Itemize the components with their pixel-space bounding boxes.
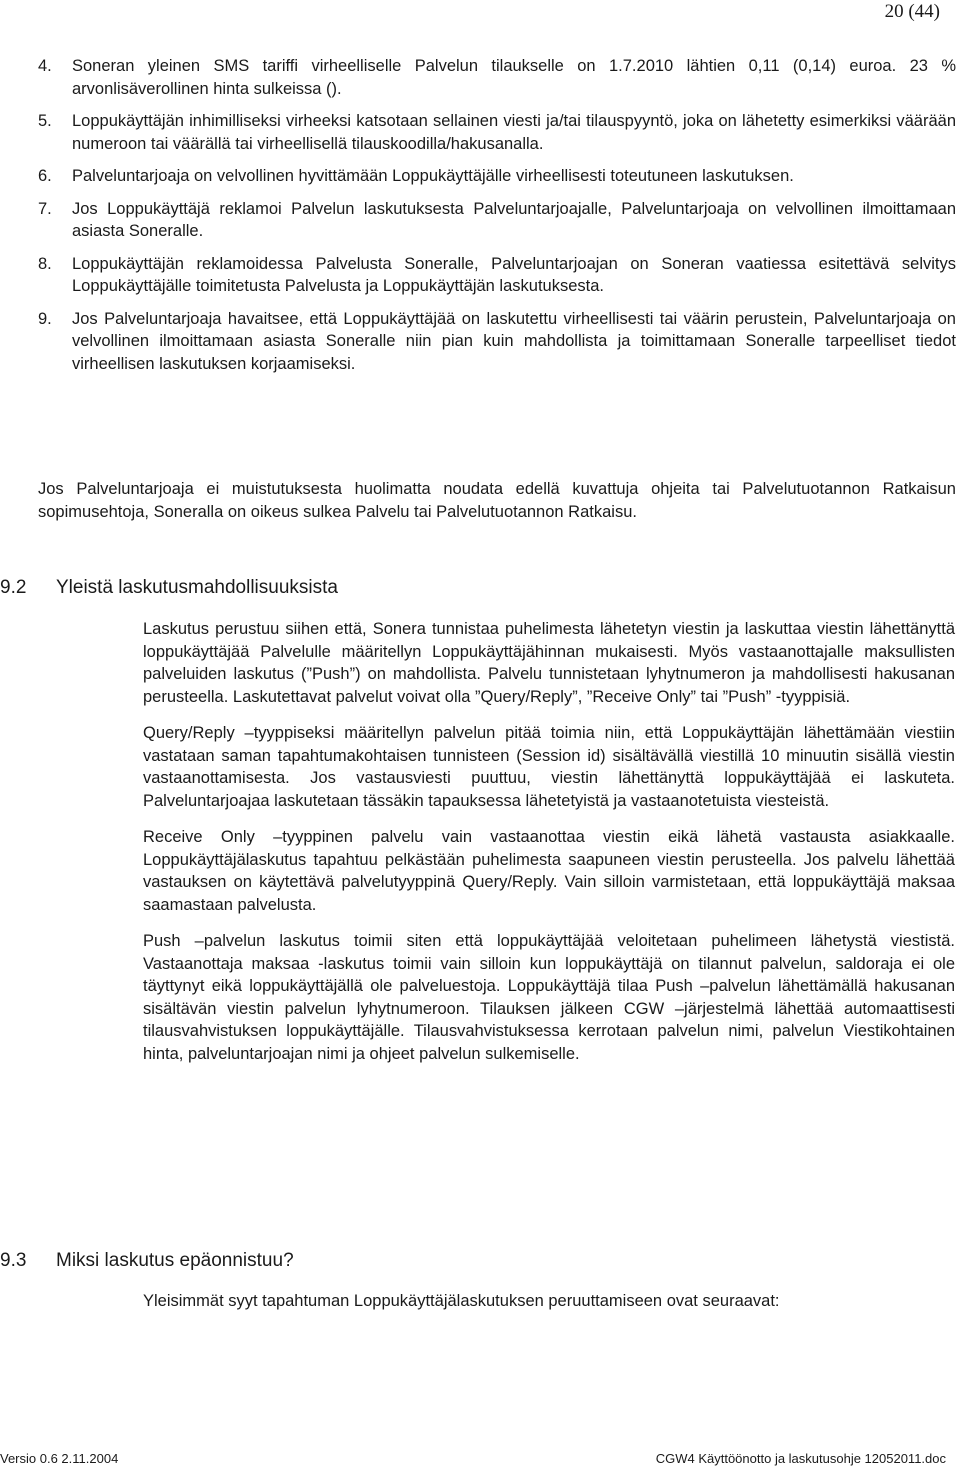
body-paragraph: Receive Only –tyyppinen palvelu vain vastaanottaa viestin eikä lähetä vastausta asiakkaalle. Loppukäyttäjälaskutus tapahtuu pelkästään puhelimesta saapuneen viestin perusteella. Jos palvelu lähettää vastauksen on käytettävä palvelutyyppinä Query/Reply. Vain silloin varmistetaan, että loppukäyttäjä maksaa saamastaan palvelusta. — [143, 828, 955, 914]
section-title: Yleistä laskutusmahdollisuuksista — [56, 577, 338, 598]
section-title: Miksi laskutus epäonnistuu? — [56, 1250, 294, 1271]
list-item-number: 6. — [38, 167, 52, 185]
footer-version: Versio 0.6 2.11.2004 — [0, 1451, 119, 1466]
list-item-text: Jos Palveluntarjoaja havaitsee, että Loppukäyttäjää on laskutettu virheellisesti tai väärin perustein, Palveluntarjoaja on velvollinen ilmoittamaan asiasta Soneralle niin pian kuin mahdollista ja toimittamaan Soneralle tarpeelliset tiedot virheellisen laskutuksen korjaamiseksi. — [72, 309, 956, 373]
list-item — [38, 198, 956, 243]
list-item — [38, 55, 956, 100]
list-item-number: 8. — [38, 254, 52, 273]
list-item — [38, 165, 956, 188]
numbered-list — [38, 55, 956, 385]
list-item — [38, 253, 956, 298]
body-paragraph: Push –palvelun laskutus toimii siten että loppukäyttäjää veloitetaan puhelimeen lähetystä viestistä. Vastaanottaja maksaa -laskutus toimii vain silloin kun loppukäyttäjä on tilannut palvelun, saldoraja ei ole täyttynyt eikä loppukäyttäjällä ole palveluestoja. Loppukäyttäjä tilaa Push –palvelun lähettämällä hakusanan sisältävän viestin palvelun lyhytnumeroon. Tilauksen jälkeen CGW –järjestelmä lähettää automaattisesti tilausvahvistuksen loppukäyttäjälle. Tilausvahvistuksessa kerrotaan palvelun nimi, palvelun Viestikohtainen hinta, palveluntarjoajan nimi ja ohjeet palvelun sulkemiselle. — [143, 932, 955, 1063]
list-item-text: Palveluntarjoaja on velvollinen hyvittämään Loppukäyttäjälle virheellisesti toteutuneen laskutuksen. — [72, 167, 794, 185]
list-item-number: 4. — [38, 57, 52, 75]
footer-document-name: CGW4 Käyttöönotto ja laskutusohje 12052011.doc — [655, 1451, 946, 1466]
section-heading-9-2 — [0, 577, 338, 600]
section-heading-9-3 — [0, 1250, 294, 1273]
list-item-text: Loppukäyttäjän reklamoidessa Palvelusta Soneralle, Palveluntarjoajan on Soneran vaatiessa esitettävä selvitys Loppukäyttäjälle toimitetusta Palvelusta ja Loppukäyttäjän laskutuksesta. — [72, 254, 956, 295]
list-item — [38, 308, 956, 376]
list-item-text: Soneran yleinen SMS tariffi virheelliselle Palvelun tilaukselle on 1.7.2010 lähtien 0,11 (0,14) euroa. 23 % arvonlisäverollinen hinta sulkeissa (). — [72, 57, 956, 98]
list-item-number: 9. — [38, 309, 52, 328]
list-item-text: Jos Loppukäyttäjä reklamoi Palvelun laskutuksesta Palveluntarjoajalle, Palveluntarjoaja on velvollinen ilmoittamaan asiasta Soneralle. — [72, 199, 956, 240]
body-paragraph: Query/Reply –tyyppiseksi määritellyn palvelun pitää toimia niin, että Loppukäyttäjän lähettämään viestiin vastataan saman tapahtumakohtaisen tunnisteen (Session id) sisältävällä viestillä 10 minuutin sisällä viestin vastaanottamisesta. Jos vastausviesti puuttuu, viestin lähettänyttä loppukäyttäjää ei laskuteta. Palveluntarjoajaa laskutetaan tässäkin tapauksessa lähetetyistä ja vastaanotetuista viesteistä. — [143, 724, 955, 810]
list-item-text: Loppukäyttäjän inhimilliseksi virheeksi katsotaan sellainen viesti ja/tai tilauspyyntö, joka on lähetetty esimerkiksi väärään numeroon tai väärällä tai virheellisellä tilauskoodilla/hakusanalla. — [72, 112, 956, 153]
section-9-2-body — [143, 618, 955, 1079]
closing-paragraph: Jos Palveluntarjoaja ei muistutuksesta huolimatta noudata edellä kuvattuja ohjeita tai Palvelutuotannon Ratkaisun sopimusehtoja, Soneralla on oikeus sulkea Palvelu tai Palvelutuotannon Ratkaisu. — [38, 480, 956, 521]
list-item-number: 5. — [38, 112, 52, 130]
body-paragraph: Yleisimmät syyt tapahtuman Loppukäyttäjälaskutuksen peruuttamiseen ovat seuraavat: — [143, 1292, 780, 1310]
body-paragraph: Laskutus perustuu siihen että, Sonera tunnistaa puhelimesta lähetetyn viestin ja laskuttaa viestin lähettänyttä loppukäyttäjää Palvelulle määritellyn Loppukäyttäjähinnan mukaisesti. Myös vastaanottajalle maksullisten palveluiden laskutus (”Push”) on mahdollista. Palvelu tunnistetaan lyhytnumeron ja mahdollisesti hakusanan perusteella. Laskutettavat palvelut voivat olla ”Query/Reply”, ”Receive Only” tai ”Push” -tyyppisiä. — [143, 620, 955, 706]
list-item-number: 7. — [38, 199, 52, 218]
section-9-3-body — [143, 1290, 955, 1327]
section-number: 9.2 — [0, 577, 27, 598]
section-number: 9.3 — [0, 1250, 27, 1271]
list-item — [38, 110, 956, 155]
page-number: 20 (44) — [884, 1, 940, 22]
